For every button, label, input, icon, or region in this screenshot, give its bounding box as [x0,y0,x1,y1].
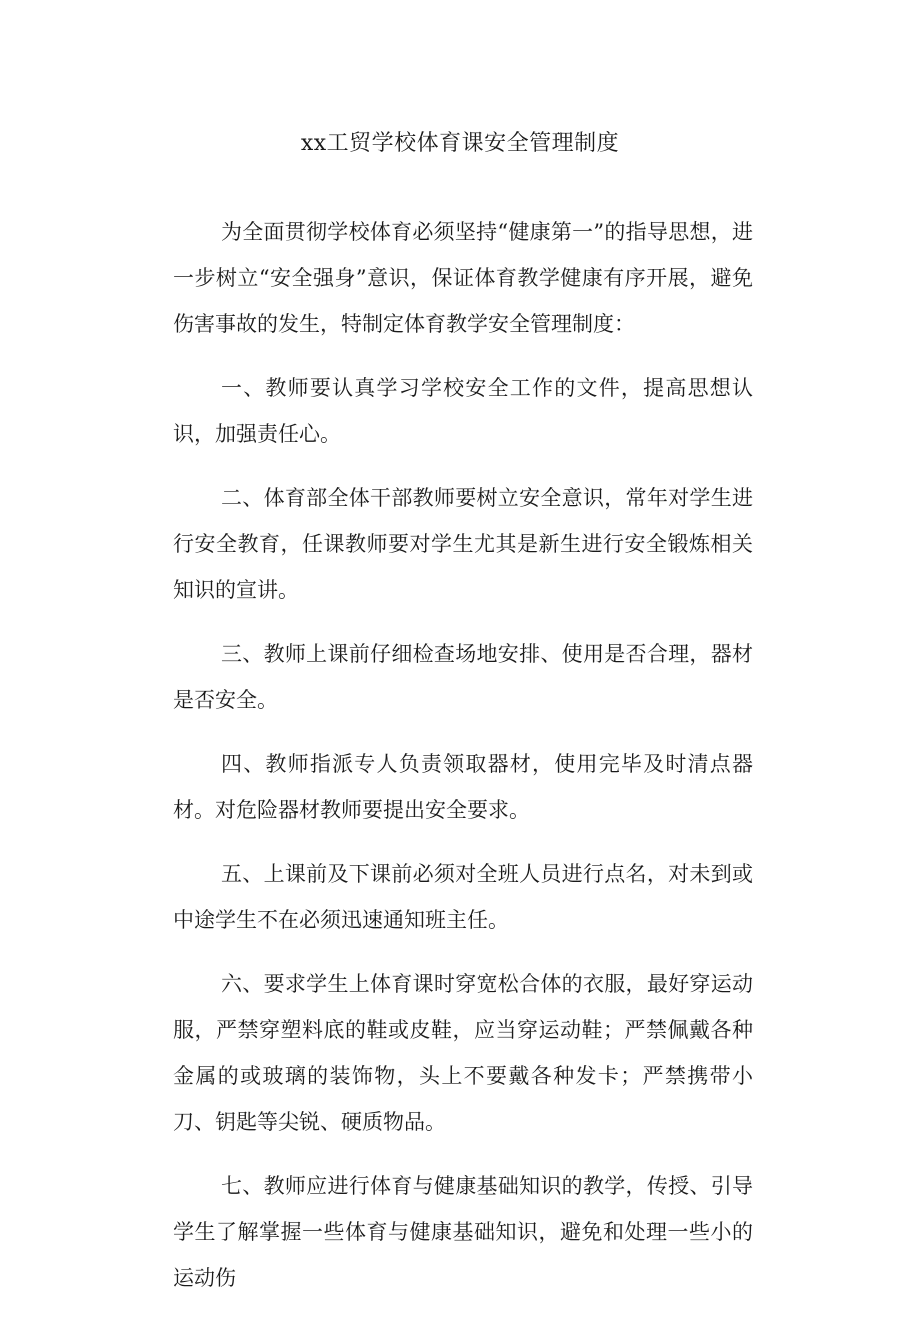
rule-paragraph-7: 七、教师应进行体育与健康基础知识的教学，传授、引导学生了解掌握一些体育与健康基础知识，避免和处理一些小的运动伤 [173,1174,753,1290]
intro-paragraph: 为全面贯彻学校体育必须坚持“健康第一”的指导思想，进一步树立“安全强身”意识，保证体育教学健康有序开展，避免伤害事故的发生，特制定体育教学安全管理制度： [173,220,753,336]
rule-paragraph-3: 三、教师上课前仔细检查场地安排、使用是否合理，器材是否安全。 [173,642,753,712]
rule-paragraph-1: 一、教师要认真学习学校安全工作的文件，提高思想认识，加强责任心。 [173,376,753,446]
rule-paragraph-4: 四、教师指派专人负责领取器材，使用完毕及时清点器材。对危险器材教师要提出安全要求。 [173,752,753,822]
document-body [173,209,753,1319]
document-title: xx工贸学校体育课安全管理制度 [300,131,620,156]
rule-paragraph-2: 二、体育部全体干部教师要树立安全意识，常年对学生进行安全教育，任课教师要对学生尤其是新生进行安全锻炼相关知识的宣讲。 [173,486,753,602]
rule-paragraph-5: 五、上课前及下课前必须对全班人员进行点名，对未到或中途学生不在必须迅速通知班主任。 [173,862,753,932]
rule-paragraph-6: 六、要求学生上体育课时穿宽松合体的衣服，最好穿运动服，严禁穿塑料底的鞋或皮鞋，应当穿运动鞋；严禁佩戴各种金属的或玻璃的装饰物，头上不要戴各种发卡；严禁携带小刀、钥匙等尖锐、硬质物品。 [173,972,753,1134]
